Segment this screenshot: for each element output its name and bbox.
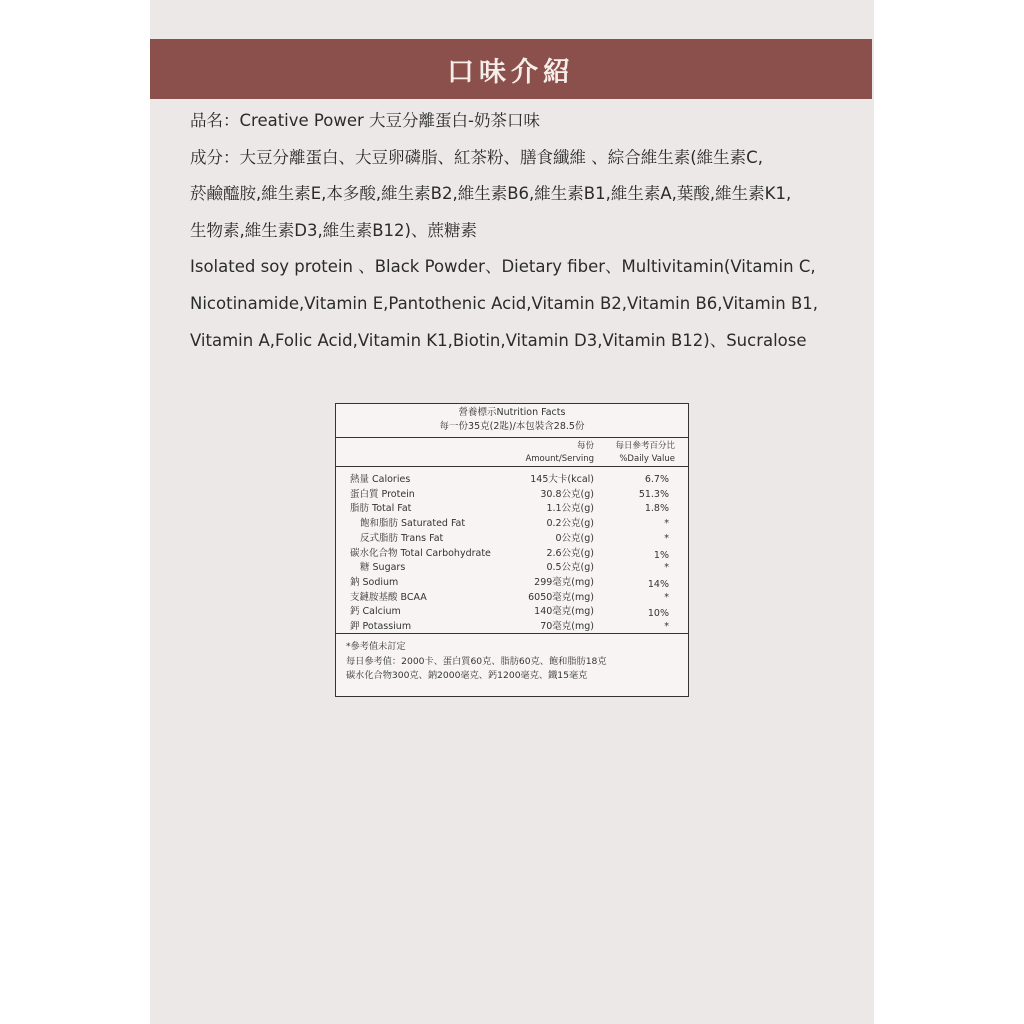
nutrient-row	[336, 473, 688, 488]
nutrient-daily-value: *	[664, 621, 669, 632]
nutrient-daily-value: 1.8%	[644, 503, 669, 515]
ingredients-line-2: 菸鹼醯胺,維生素E,本多酸,維生素B2,維生素B6,維生素B1,維生素A,葉酸,維生素K1,	[190, 184, 792, 204]
nutrient-amount: 145大卡(kcal)	[530, 474, 594, 485]
footnote-3: 碳水化合物300克、鈉2000毫克、鈣1200毫克、鐵15毫克	[346, 670, 588, 681]
nutrient-row	[336, 488, 688, 503]
nutrient-row	[336, 605, 688, 620]
nutrient-name: 糖 Sugars	[360, 562, 406, 574]
nutrient-name: 飽和脂肪 Saturated Fat	[360, 518, 466, 530]
nutrient-row	[336, 532, 688, 547]
nutrient-row	[336, 620, 688, 635]
ingredients-line-1: 成分：大豆分離蛋白、大豆卵磷脂、紅茶粉、膳食纖維 、綜合維生素(維生素C,	[190, 147, 763, 167]
nutrient-name: 支鏈胺基酸 BCAA	[350, 591, 427, 603]
nutrient-daily-value: 51.3%	[638, 488, 669, 500]
serving-size: 每一份35克(2匙)/本包裝含28.5份	[439, 421, 585, 432]
nutrient-amount: 0.2公克(g)	[546, 518, 594, 530]
nutrient-amount: 70毫克(mg)	[540, 621, 594, 632]
banner-title: 口味介紹	[447, 56, 575, 88]
nutrient-name: 脂肪 Total Fat	[350, 503, 412, 515]
footnote-2: 每日參考值：2000卡、蛋白質60克、脂肪60克、飽和脂肪18克	[346, 655, 607, 667]
flavor-banner	[150, 39, 872, 99]
nutrient-daily-value: 6.7%	[644, 474, 669, 485]
nutrient-name: 反式脂肪 Trans Fat	[360, 532, 444, 544]
ingredients-en-line-1: Isolated soy protein 、Black Powder、Dietary fiber、Multivitamin(Vitamin C,	[190, 257, 816, 277]
nutrient-daily-value: 1%	[653, 549, 669, 561]
nutrient-row	[336, 576, 688, 591]
nutrient-row	[336, 502, 688, 517]
nutrient-name: 鈣 Calcium	[350, 606, 401, 618]
column-headers	[336, 438, 688, 467]
nutrient-amount: 140毫克(mg)	[534, 606, 594, 618]
nutrient-row	[336, 547, 688, 562]
product-name-line: 品名：Creative Power 大豆分離蛋白-奶茶口味	[190, 111, 541, 130]
amount-header-zh: 每份	[576, 441, 594, 451]
product-page	[150, 0, 874, 1024]
nutrient-amount: 2.6公克(g)	[546, 547, 594, 559]
nutrient-daily-value: *	[664, 591, 669, 603]
nutrient-amount: 299毫克(mg)	[534, 576, 594, 588]
nutrient-amount: 6050毫克(mg)	[528, 591, 594, 603]
nutrient-amount: 0.5公克(g)	[546, 562, 594, 574]
nutrient-row	[336, 591, 688, 606]
nutrient-daily-value: *	[664, 562, 669, 574]
nutrient-daily-value: *	[664, 518, 669, 530]
ingredients-en-line-2: Nicotinamide,Vitamin E,Pantothenic Acid,Vitamin B2,Vitamin B6,Vitamin B1,	[190, 293, 819, 313]
footnote-1: *參考值未訂定	[346, 641, 406, 652]
nutrition-footnotes	[336, 634, 688, 684]
nutrient-name: 熱量 Calories	[350, 474, 411, 485]
nutrient-name: 鈉 Sodium	[350, 576, 399, 588]
dv-header-zh: 每日參考百分比	[615, 441, 675, 451]
nutrient-daily-value: *	[664, 532, 669, 544]
product-description	[190, 103, 862, 359]
nutrition-header	[336, 404, 688, 438]
nutrient-daily-value: 10%	[647, 608, 669, 620]
nutrient-amount: 30.8公克(g)	[540, 488, 594, 500]
nutrient-amount: 0公克(g)	[555, 532, 594, 544]
nutrient-name: 蛋白質 Protein	[350, 488, 415, 500]
nutrition-facts-table	[335, 403, 689, 697]
nutrient-name: 鉀 Potassium	[350, 621, 412, 632]
ingredients-line-3: 生物素,維生素D3,維生素B12)、蔗糖素	[190, 220, 477, 240]
nutrient-amount: 1.1公克(g)	[546, 503, 594, 515]
ingredients-en-line-3: Vitamin A,Folic Acid,Vitamin K1,Biotin,Vitamin D3,Vitamin B12)、Sucralose	[190, 330, 807, 350]
nutrient-rows	[336, 467, 688, 634]
nutrient-row	[336, 517, 688, 532]
dv-header-en: %Daily Value	[619, 454, 675, 464]
nutrient-row	[336, 561, 688, 576]
amount-header-en: Amount/Serving	[525, 454, 594, 464]
nutrition-title: 營養標示Nutrition Facts	[458, 407, 566, 418]
nutrient-daily-value: 14%	[647, 578, 669, 590]
nutrient-name: 碳水化合物 Total Carbohydrate	[350, 547, 491, 559]
